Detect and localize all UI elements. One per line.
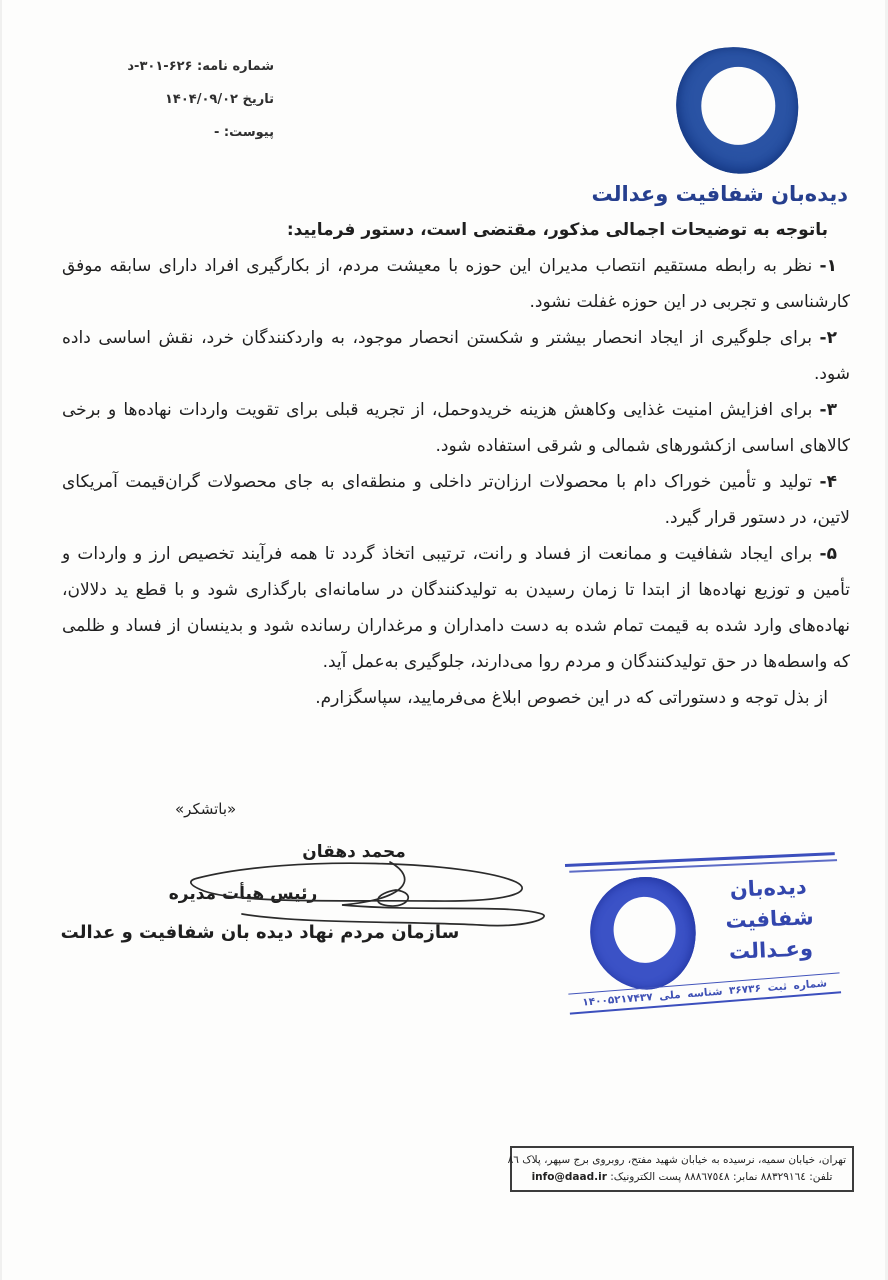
org-ring-logo-hole [701,67,775,145]
paragraph-text: نظر به رابطه مستقیم انتصاب مدیران این حوزه با معیشت مردم، از بکارگیری افراد دارای سابقه موفق کارشناسی و تجربی در این حوزه غفلت نشود. [62,256,850,312]
intro-line: باتوجه به توضیحات اجمالی مذکور، مقتضی است، دستور فرمایید: [286,220,828,240]
letter-number-label: شماره نامه: [197,59,274,74]
stamp-body [564,866,843,992]
paragraph-number: ۴- [819,472,837,492]
paragraph-text: برای افزایش امنیت غذایی وکاهش هزینه خریدوحمل، از تجریه قبلی برای تقویت واردات نهاده‌ها و برخی کالاهای اساسی ازکشورهای شمالی و شرقی استفاده شود. [62,400,850,456]
stamp-ring-logo-icon [580,867,706,998]
stamp-ring-logo-hole [612,896,677,965]
body-paragraph-2 [62,320,850,392]
stamp-text-line3: وعـدالت [728,936,814,964]
body-paragraph-3 [62,392,850,464]
paragraph-text: تولید و تأمین خوراک دام با محصولات ارزان‌تر داخلی و منطقه‌ای به جای محصولات گران‌قیمت آمریکای لاتین، در دستور قرار گیرد. [62,472,850,528]
paragraph-number: ۱- [819,256,837,276]
letter-date-row [62,83,274,116]
letter-number-row [62,50,274,83]
handwritten-signature [182,852,552,938]
paragraph-number: ۳- [819,400,837,420]
body-paragraph-1 [62,248,850,320]
signer-role: رئیس هیأت مدیره [168,884,318,904]
footer-contacts [518,1169,846,1186]
paragraph-text: برای جلوگیری از ایجاد انحصار بیشتر و شکستن انحصار موجود، به واردکنندگان خرد، نقش اساسی داده شود. [62,328,850,384]
signer-organization: سازمان مردم نهاد دیده بان شفافیت و عدالت [60,922,460,943]
org-stamp [563,852,843,1010]
letter-attachment-row [62,116,274,149]
org-ring-logo-icon [667,36,809,183]
stamp-text-line2: شفافیت [724,905,815,933]
body-paragraph-4 [62,464,850,536]
letter-attachment-label: پیوست: [223,125,274,140]
stamp-text-line1: دیده‌بان [729,874,808,902]
paragraph-number: ۵- [819,544,837,564]
signer-name: محمد دهقان [302,842,406,862]
footer-phone-fax: تلفن: ٨٨٣٢٩١٦٤ نمابر: ٨٨٨٦٧٥٤٨ پست الکترونیک: [610,1171,833,1183]
letter-date-label: تاریخ [242,92,274,107]
letter-body [62,212,850,716]
letter-date-value: ۱۴۰۴/۰۹/۰۲ [164,92,238,107]
letterhead-meta [62,50,274,149]
org-brand-name: دیده‌بان شفافیت وعدالت [591,182,848,206]
stamp-registration-line: شماره ثبت ۳۶۷۳۶ شناسه ملی ۱۴۰۰۵۲۱۷۴۳۷ [568,972,841,1014]
stamp-text [703,866,835,968]
body-paragraph-5 [62,536,850,680]
letter-attachment-value: - [213,125,220,140]
footer-contact-box [507,1146,854,1192]
paragraph-number: ۲- [819,328,837,348]
org-logo-block [591,46,848,206]
footer-address: تهران، خیابان سمیه، نرسیده به خیابان شهید مفتح، روبروی برج سپهر، پلاک ٨٦ [507,1154,846,1166]
footer-email: info@daad.ir [531,1171,607,1183]
paragraph-text: برای ایجاد شفافیت و ممانعت از فساد و رانت، ترتیبی اتخاذ گردد تا همه فرآیند تخصیص ارز و واردات و تأمین و توزیع نهاده‌ها از ابتدا تا زمان رسیدن به تولیدکنندگان در سامانه‌ای بارگذاری شود و با قطع ید دلالان، نهاده‌های وارد شده به قیمت تمام شده به دست دامداران و مرغداران رسانده شود و بدینسان از فساد و ظلمی که واسطه‌ها در حق تولیدکنندگان و مردم روا می‌دارند، جلوگیری به‌عمل آید. [62,544,850,672]
scan-edge-left [0,0,2,1280]
letter-number-value: ۶۲۶-۳۰۱-د [127,59,193,74]
thanks-line: «باتشکر» [175,800,237,818]
closing-line: از بذل توجه و دستوراتی که در این خصوص ابلاغ می‌فرمایید، سپاسگزارم. [315,688,828,708]
